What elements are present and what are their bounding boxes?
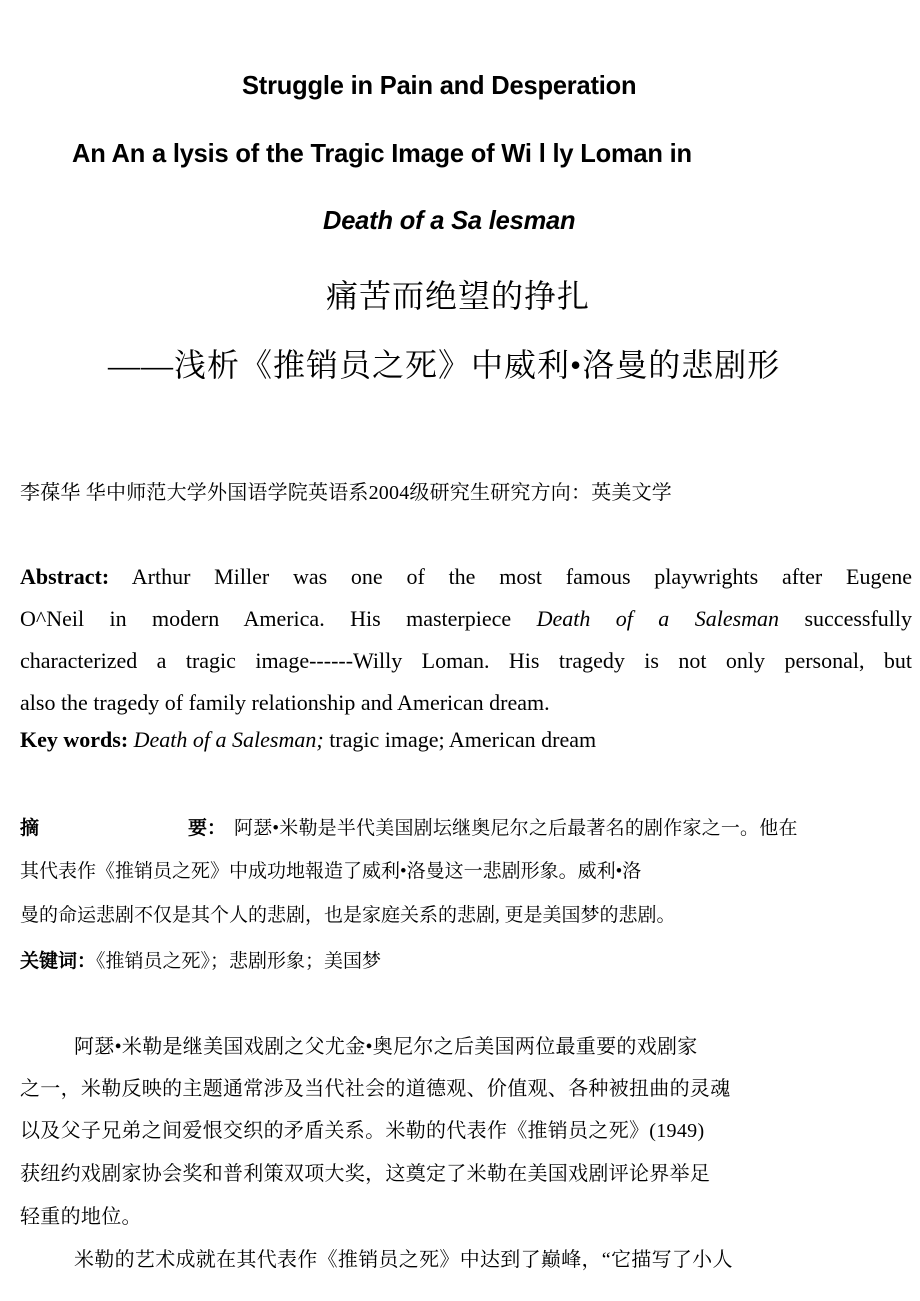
abstract-en: [20, 556, 912, 724]
title-en-line-2: An An a lysis of the Tragic Image of Wi l ly Loman in: [72, 138, 692, 168]
keywords-zh-label: 关键词：: [20, 951, 97, 972]
abstract-en-label: Abstract:: [20, 564, 110, 589]
keywords-en-label: Key words:: [20, 727, 129, 752]
title-en-line-3: Death of a Sa lesman: [323, 205, 576, 235]
keywords-zh: [20, 946, 381, 973]
body-paragraph-2-line-1: 米勒的艺术成就在其代表作《推销员之死》中达到了巅峰，“它描写了小人: [74, 1249, 733, 1271]
title-zh-line-1: 痛苦而绝望的挣扎: [326, 278, 591, 314]
abstract-en-line-1: [20, 556, 912, 598]
keywords-en-italic: Death of a Salesman;: [128, 727, 324, 752]
body-paragraph-1-line-5: 轻重的地位。: [20, 1206, 142, 1228]
title-en-line-1: Struggle in Pain and Desperation: [242, 70, 637, 100]
body-paragraph-1-line-1: 阿瑟•米勒是继美国戏剧之父尤金•奥尼尔之后美国两位最重要的戏剧家: [74, 1036, 698, 1058]
body-paragraph-1-line-4: 获纽约戏剧家协会奖和普利策双项大奖，这奠定了米勒在美国戏剧评论界举足: [20, 1163, 711, 1185]
abstract-en-line-3: characterized a tragic image------Willy Loman. His tragedy is not only personal, but: [20, 648, 912, 673]
body-paragraph-1-line-3: 以及父子兄弟之间爱恨交织的矛盾关系。米勒的代表作《推销员之死》(1949): [20, 1120, 705, 1142]
abstract-zh-line-3: 曼的命运悲剧不仅是其个人的悲剧，也是家庭关系的悲剧, 更是美国梦的悲剧。: [20, 905, 676, 926]
abstract-en-line-2: [20, 598, 912, 640]
work-title-italic: Death of a Salesman: [536, 606, 780, 631]
title-zh-line-2: ——浅析《推销员之死》中威利•洛曼的悲剧形: [108, 347, 781, 383]
abstract-en-line-4: also the tragedy of family relationship and American dream.: [20, 690, 550, 715]
keywords-en: [20, 727, 596, 753]
author-line: 李葆华 华中师范大学外国语学院英语系2004级研究生研究方向：英美文学: [20, 482, 672, 504]
abstract-en-line-2-post: successfully: [779, 606, 913, 631]
abstract-zh-line-1-text: 阿瑟•米勒是半代美国剧坛继奥尼尔之后最著名的剧作家之一。他在: [234, 818, 798, 839]
abstract-zh-label-a: 摘: [20, 818, 40, 839]
keywords-en-rest: tragic image; American dream: [323, 727, 597, 752]
body-paragraph-1-line-2: 之一，米勒反映的主题通常涉及当代社会的道德观、价值观、各种被扭曲的灵魂: [20, 1078, 731, 1100]
abstract-en-line-1-text: Arthur Miller was one of the most famous playwrights after Eugene: [109, 564, 912, 589]
keywords-zh-rest: 《推销员之死》；悲剧形象；美国梦: [96, 951, 382, 972]
abstract-en-line-2-pre: O^Neil in modern America. His masterpiece: [20, 606, 537, 631]
abstract-zh-line-2: 其代表作《推销员之死》中成功地報造了威利•洛曼这一悲剧形象。威利•洛: [20, 861, 642, 882]
abstract-zh-label-b: 要：: [188, 818, 227, 839]
